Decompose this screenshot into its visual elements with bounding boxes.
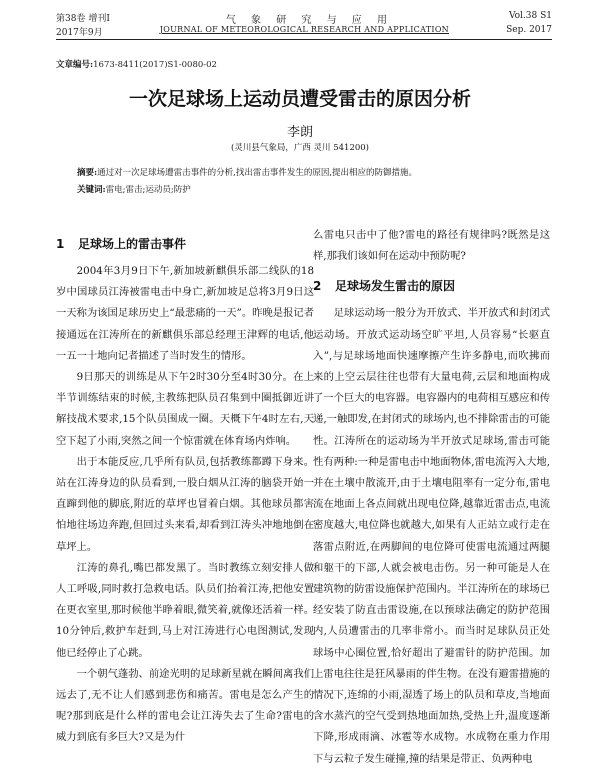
- abstract-label: 摘要:: [77, 168, 98, 178]
- header-rule: [56, 39, 552, 40]
- section-2-heading: [313, 277, 550, 295]
- paragraph-continuation: 么雷电只击中了他?雷电的路径有规律吗?既然是这样,那我们该如何在运动中预防呢?: [313, 229, 550, 263]
- paragraph: 2004年3月9日下午,新加坡新麒俱乐部二线队的18岁中国球员江涛被雷电击中身亡,新加坡足总将3月9日这一天称为该国足球历史上“最悲痛的一天”。昨晚是报记者接通远在江涛所在的新麒俱乐部总经理王津辉的电话,他一五一十地向记者描述了当时发生的情形。: [56, 265, 314, 362]
- keywords: [77, 182, 540, 199]
- article-id-value: 1673-8411(2017)S1-0080-02: [93, 60, 217, 70]
- article-id: [56, 58, 217, 70]
- running-header: [56, 11, 552, 39]
- right-column: [313, 225, 550, 770]
- abstract-block: [77, 165, 540, 199]
- journal-name-en: JOURNAL OF METEOROLOGICAL RESEARCH AND APPLICATION: [159, 25, 449, 34]
- journal-name-cn: 气 象 研 究 与 应 用: [225, 15, 393, 26]
- paragraph: 出于本能反应,几乎所有队员,包括教练都蹲下身来。站在江涛身边的队员看到,一股白烟从江涛的脑袋开始一直蹿到他的脚底,附近的草坪也冒着白烟。其他球员都害怕地往场边奔跑,但回过头来看,却看到江涛头冲地地倒在草坪上。: [56, 455, 314, 553]
- section-title: 足球场发生雷击的原因: [335, 279, 456, 294]
- volume-en: Vol.38 S1: [508, 11, 552, 21]
- section-number: 1: [56, 237, 65, 251]
- paragraph: 江涛的鼻孔,嘴巴都发黑了。当时教练立刻安排人做人工呼吸,同时救打急救电话。队员们抬着江涛,把他安置在更衣室里,那时候他半睁着眼,微笑着,就像还活着一样。10分钟后,救护车赶到,马上对江涛进行心电图测试,发现他已经停止了心跳。: [56, 561, 314, 659]
- left-column: [56, 225, 314, 749]
- author: 李朗: [286, 125, 313, 140]
- volume-cn: 第38卷 增刊Ⅰ: [56, 14, 110, 24]
- section-title: 足球场上的雷击事件: [78, 237, 187, 251]
- affiliation: (灵川县气象局，广西 灵川 541200): [231, 143, 369, 153]
- section-1-heading: [56, 235, 314, 253]
- article-id-label: 文章编号:: [56, 60, 94, 70]
- keywords-label: 关键词:: [77, 185, 106, 195]
- paragraph: 一个朝气蓬勃、前途光明的足球新星就在瞬间离我们远去了,无不让人们感到悲伤和痛苦。雷电是怎么产生的呢?那到底是什么样的雷电会让江涛失去了生命?雷电的威力到底有多巨大?又是为什: [56, 667, 314, 744]
- paragraph: 9日那天的训练是从下午2时30分至4时30分。在上半节训练结束的时候,主教练把队员召集到中圈抵御近讲解技战术要求,15个队员围成一圈。天概下午4时左右,天空下起了小雨,突然之间一个惊雷就在体育场内炸响。: [56, 371, 314, 447]
- section-number: 2: [313, 279, 322, 294]
- paper-title: 一次足球场上运动员遭受雷击的原因分析: [128, 88, 471, 110]
- keywords-text: 雷电;雷击;运动员;防护: [105, 185, 191, 195]
- abstract-text: 通过对一次足球场遭雷击事件的分析,找出雷击事件发生的原因,提出相应的防御措施。: [97, 168, 418, 178]
- paragraph: 足球运动场一般分为开放式、半开放式和封闭式运动场。开放式运动场空旷平坦,人员容易“长驱直入”,与足球场地面快速摩擦产生许多静电,而吹拂而来的上空云层往往也带有大量电荷,云层和地面构成了一个巨大的电容器。电容器内的电荷相互感应和传递,一触即发,在封闭式的球场内,也不排除雷击的可能性。江涛所在的运动场为半开放式足球场,雷击可能性有两种:一种是雷电击中地面物体,雷电流泻入大地,并在土壤中散流开,由于土壤电阻率有一定分布,雷电流在地面上各点间就出现电位降,越靠近雷击点,电流密度越大,电位降也就越大,如果有人正站立或行走在落雷点附近,在两脚间的电位降可使雷电流通过两腿和躯干的下部,人就会被电击伤。另一种可能是人在建筑物的防雷设施保护范围内。半江涛所在的球场已经安装了防直击雷设施,在以预球法确定的防护范围内,人员遭雷击的几率非常小。而当时足球队员正处球场中心圈位置,恰好超出了避雷针的防护范围。加上雷电往往是狂风暴雨的伴生物。在没有避雷措施的情况下,连绵的小雨,湿透了场上的队员和草皮,当地面含水蒸汽的空气受到热地面加热,受热上升,温度逐渐下降,形成雨滴、冰雹等水成物。水成物在重力作用下与云粒子发生碰撞,撞的结果是带正、负两种电: [313, 307, 550, 765]
- date-en: Sep. 2017: [506, 25, 552, 35]
- date-cn: 2017年9月: [56, 28, 103, 38]
- abstract: [77, 165, 540, 182]
